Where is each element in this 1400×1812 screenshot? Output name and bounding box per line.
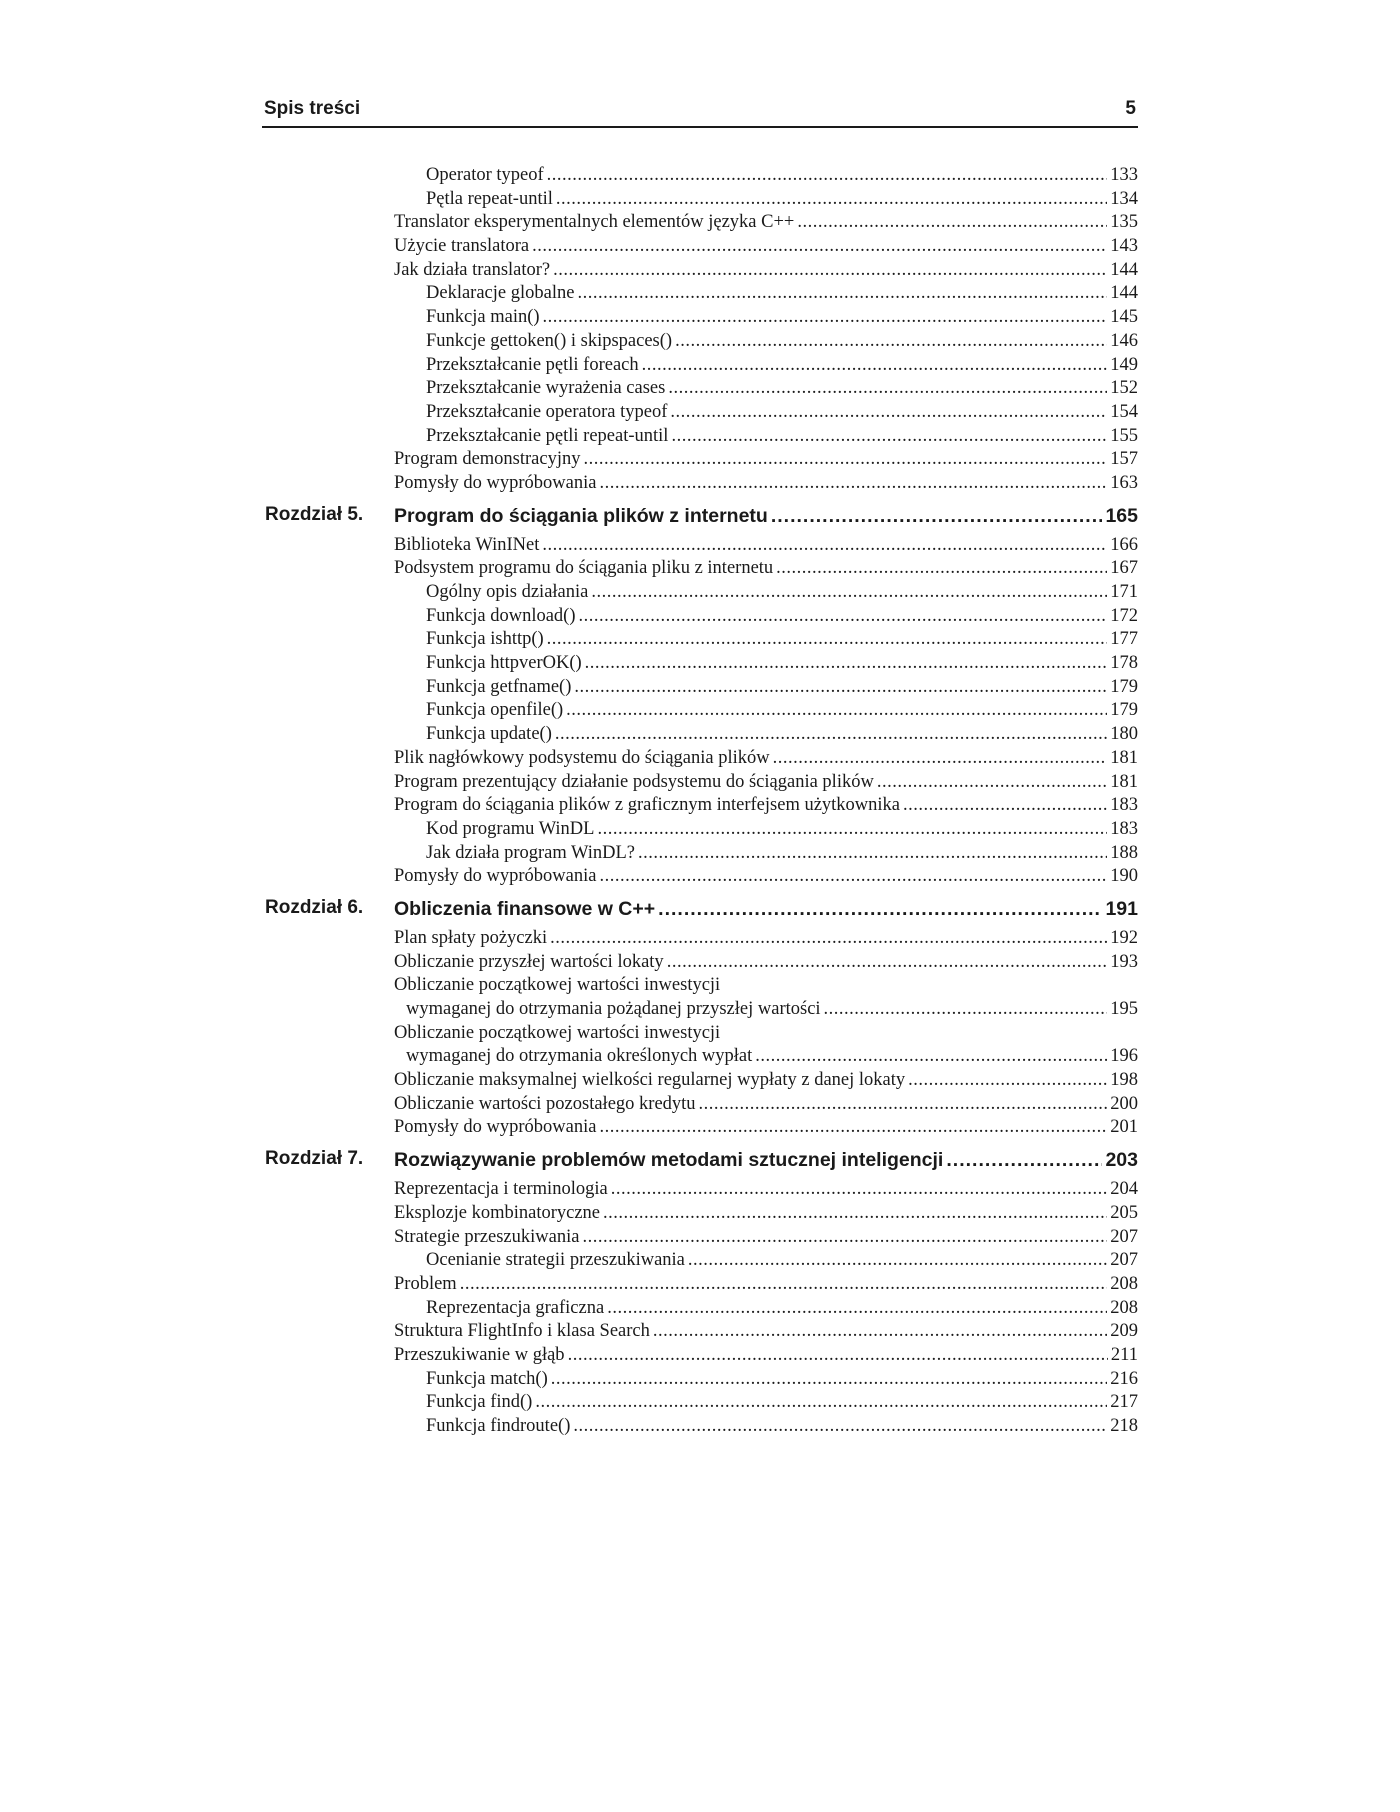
dot-leader <box>658 895 1102 923</box>
toc-entry <box>394 794 1138 818</box>
toc-entry <box>394 1116 1138 1140</box>
toc-entry-title: Biblioteka WinINet <box>394 534 540 555</box>
toc-entry <box>426 188 1138 212</box>
dot-leader <box>675 330 1107 354</box>
toc-page-number: 207 <box>1110 1226 1138 1247</box>
toc-entry <box>394 448 1138 472</box>
toc-entry-title: Ogólny opis działania <box>426 582 589 602</box>
toc-entry-title: Jak działa translator? <box>394 259 551 280</box>
toc-entry-title: Obliczanie maksymalnej wielkości regularnej wypłaty z danej lokaty <box>394 1070 906 1091</box>
toc-entry-title: Jak działa program WinDL? <box>426 842 636 863</box>
toc-entry-title-continued: wymaganej do otrzymania określonych wypłat <box>406 1046 753 1067</box>
toc-page-number: 195 <box>1110 999 1138 1019</box>
toc-entry <box>426 1391 1138 1415</box>
toc-page-number: 209 <box>1110 1321 1138 1342</box>
toc-entry-title: Funkcja getfname() <box>426 676 572 697</box>
toc-page-number: 167 <box>1110 558 1138 579</box>
toc-page-number: 183 <box>1110 795 1138 816</box>
chapter-label: Rozdział 6. <box>265 896 364 918</box>
toc-entry <box>426 306 1138 330</box>
toc-entry-title: Przekształcanie wyrażenia cases <box>426 378 666 399</box>
toc-entry-row <box>262 1178 1138 1202</box>
toc-entry-title: Obliczanie przyszłej wartości lokaty <box>394 951 664 972</box>
toc-entry-row <box>262 1273 1138 1297</box>
toc-page-number: 193 <box>1110 951 1138 972</box>
toc-entry-row <box>262 448 1138 472</box>
dot-leader <box>585 652 1108 676</box>
toc-entry <box>406 1045 1138 1069</box>
dot-leader <box>579 605 1108 629</box>
toc-entry-title: Podsystem programu do ściągania pliku z internetu <box>394 558 774 579</box>
toc-page-number: 201 <box>1110 1117 1138 1138</box>
toc-entry-row <box>262 723 1138 747</box>
toc-entry <box>426 354 1138 378</box>
toc-entry <box>394 1069 1138 1093</box>
toc-entry-row <box>262 534 1138 558</box>
toc-page-number: 135 <box>1110 212 1138 233</box>
toc-entry-row <box>262 425 1138 449</box>
toc-entry-title: Funkcja main() <box>426 307 540 328</box>
toc-entry-row <box>262 1297 1138 1321</box>
dot-leader <box>597 818 1107 842</box>
toc-entry-title: Przekształcanie pętli foreach <box>426 354 639 375</box>
toc-page-number: 145 <box>1110 307 1138 328</box>
dot-leader <box>551 1368 1108 1392</box>
toc-entry <box>394 534 1138 558</box>
toc-entry-row <box>262 1116 1138 1140</box>
chapter-title: Program do ściągania plików z internetu <box>394 504 768 527</box>
toc-entry-row <box>262 951 1138 975</box>
toc-entry-row <box>262 557 1138 581</box>
toc-page-number: 178 <box>1110 653 1138 674</box>
toc-page-number: 217 <box>1110 1392 1138 1413</box>
dot-leader <box>946 1146 1102 1174</box>
toc-page-number: 181 <box>1110 747 1138 768</box>
toc-entry-row <box>262 1069 1138 1093</box>
toc-entry-title: Przeszukiwanie w głąb <box>394 1344 565 1365</box>
toc-page-number: 218 <box>1110 1416 1138 1437</box>
toc-entry-title: Obliczanie początkowej wartości inwestycji <box>394 975 721 996</box>
toc-entry <box>426 652 1138 676</box>
dot-leader <box>556 188 1107 212</box>
toc-entry-title: Funkcja ishttp() <box>426 629 544 650</box>
toc-entry-row <box>262 164 1138 188</box>
toc-entry-row <box>262 1226 1138 1250</box>
toc-entry <box>394 1146 1138 1174</box>
dot-leader <box>603 1202 1107 1226</box>
toc-entry-row <box>262 771 1138 795</box>
toc-entry-row <box>262 472 1138 496</box>
toc-entry-row <box>262 306 1138 330</box>
toc-entry <box>426 676 1138 700</box>
toc-page-number: 154 <box>1110 401 1138 422</box>
dot-leader <box>599 865 1107 889</box>
dot-leader <box>607 1297 1107 1321</box>
toc-entry-title: Obliczanie wartości pozostałego kredytu <box>394 1093 696 1114</box>
toc-page-number: 203 <box>1105 1149 1138 1172</box>
table-of-contents <box>262 164 1138 1439</box>
toc-entry-title: Funkcja openfile() <box>426 700 564 721</box>
toc-entry-row <box>262 794 1138 818</box>
toc-page-number: 188 <box>1110 842 1138 863</box>
toc-page-number: 133 <box>1110 165 1138 185</box>
dot-leader <box>903 794 1107 818</box>
toc-entry-row <box>262 927 1138 951</box>
toc-entry-title: Kod programu WinDL <box>426 818 595 839</box>
toc-entry-title: Przekształcanie pętli repeat-until <box>426 425 669 446</box>
toc-entry <box>426 164 1138 188</box>
toc-page-number: 192 <box>1110 927 1138 948</box>
toc-entry-row <box>262 259 1138 283</box>
dot-leader <box>776 557 1107 581</box>
toc-page-number: 216 <box>1110 1368 1138 1389</box>
toc-entry-title: Pomysły do wypróbowania <box>394 472 597 493</box>
toc-entry-row <box>262 676 1138 700</box>
toc-entry <box>394 895 1138 923</box>
dot-leader <box>755 1045 1107 1069</box>
toc-entry-row <box>262 1368 1138 1392</box>
toc-page-number: 179 <box>1110 676 1138 697</box>
toc-entry-row <box>262 818 1138 842</box>
toc-entry <box>394 951 1138 975</box>
toc-entry-row <box>262 377 1138 401</box>
toc-entry-title: Plan spłaty pożyczki <box>394 927 548 948</box>
toc-entry <box>426 1297 1138 1321</box>
toc-entry-row <box>262 974 1138 1021</box>
toc-page-number: 149 <box>1110 354 1138 375</box>
dot-leader <box>532 235 1107 259</box>
dot-leader <box>670 401 1107 425</box>
toc-page-number: 208 <box>1110 1297 1138 1318</box>
toc-entry-row <box>262 1249 1138 1273</box>
toc-entry <box>394 771 1138 795</box>
toc-page-number: 191 <box>1105 897 1138 920</box>
toc-entry <box>394 259 1138 283</box>
toc-entry-row <box>262 747 1138 771</box>
toc-entry <box>426 605 1138 629</box>
dot-leader <box>668 377 1107 401</box>
running-title: Spis treści <box>264 98 361 119</box>
toc-page-number: 205 <box>1110 1202 1138 1223</box>
toc-page-number: 190 <box>1110 866 1138 887</box>
toc-entry <box>426 581 1138 605</box>
toc-entry-row <box>262 282 1138 306</box>
page-header <box>262 96 1138 128</box>
dot-leader <box>642 354 1108 378</box>
dot-leader <box>824 998 1108 1022</box>
toc-chapter-row <box>262 502 1138 530</box>
toc-entry-title: Reprezentacja i terminologia <box>394 1179 608 1200</box>
chapter-title: Obliczenia finansowe w C++ <box>394 897 656 920</box>
toc-entry <box>426 282 1138 306</box>
toc-entry-title: Operator typeof <box>426 165 544 185</box>
toc-page-number: 177 <box>1110 629 1138 650</box>
toc-entry-title: Przekształcanie operatora typeof <box>426 401 668 422</box>
toc-page-number: 211 <box>1110 1344 1138 1365</box>
toc-entry-title: Funkcja findroute() <box>426 1416 571 1437</box>
toc-entry <box>394 927 1138 951</box>
toc-entry-row <box>262 401 1138 425</box>
dot-leader <box>584 448 1108 472</box>
toc-entry-row <box>262 628 1138 652</box>
toc-entry-row <box>262 699 1138 723</box>
dot-leader <box>550 927 1107 951</box>
dot-leader <box>877 771 1107 795</box>
toc-page-number: 165 <box>1105 504 1138 527</box>
toc-entry <box>426 723 1138 747</box>
dot-leader <box>577 282 1107 306</box>
toc-entry-row <box>262 1320 1138 1344</box>
dot-leader <box>671 425 1107 449</box>
toc-page-number: 144 <box>1110 283 1138 304</box>
toc-chapter-row <box>262 895 1138 923</box>
toc-entry <box>426 1368 1138 1392</box>
page-number: 5 <box>1125 98 1136 119</box>
toc-entry <box>426 699 1138 723</box>
toc-entry <box>394 1226 1138 1250</box>
toc-entry <box>394 1320 1138 1344</box>
toc-entry-title: Program do ściągania plików z graficznym interfejsem użytkownika <box>394 795 901 816</box>
toc-page-number: 146 <box>1110 330 1138 351</box>
dot-leader <box>653 1320 1107 1344</box>
toc-entry <box>394 1178 1138 1202</box>
toc-page-number: 183 <box>1110 818 1138 839</box>
dot-leader <box>573 1415 1107 1439</box>
toc-page-number: 144 <box>1110 259 1138 280</box>
toc-entry-title: Problem <box>394 1273 457 1294</box>
toc-entry-row <box>262 652 1138 676</box>
chapter-label: Rozdział 7. <box>265 1148 364 1170</box>
dot-leader <box>547 164 1108 188</box>
toc-entry-row <box>262 1093 1138 1117</box>
toc-entry-title: Program prezentujący działanie podsystemu do ściągania plików <box>394 771 874 792</box>
toc-entry-title: Funkcja httpverOK() <box>426 653 582 674</box>
toc-entry-title: Pomysły do wypróbowania <box>394 1117 597 1138</box>
dot-leader <box>566 699 1107 723</box>
dot-leader <box>582 1226 1107 1250</box>
toc-entry-row <box>262 211 1138 235</box>
toc-entry <box>394 1202 1138 1226</box>
toc-entry-title: Ocenianie strategii przeszukiwania <box>426 1250 685 1271</box>
dot-leader <box>553 259 1107 283</box>
toc-entry-title: Funkcje gettoken() i skipspaces() <box>426 330 673 351</box>
toc-entry-title: Plik nagłówkowy podsystemu do ściągania plików <box>394 747 770 768</box>
toc-entry-row <box>262 330 1138 354</box>
dot-leader <box>611 1178 1108 1202</box>
toc-entry-title: Funkcja find() <box>426 1392 533 1413</box>
toc-entry <box>394 1093 1138 1117</box>
toc-entry-row <box>262 581 1138 605</box>
dot-leader <box>797 211 1107 235</box>
dot-leader <box>535 1391 1107 1415</box>
dot-leader <box>555 723 1107 747</box>
toc-entry <box>426 377 1138 401</box>
toc-page-number: 208 <box>1110 1273 1138 1294</box>
toc-entry-title: Funkcja download() <box>426 605 576 626</box>
dot-leader <box>547 628 1108 652</box>
toc-entry-title: Struktura FlightInfo i klasa Search <box>394 1321 650 1342</box>
toc-entry <box>426 1249 1138 1273</box>
toc-entry-row <box>262 235 1138 259</box>
toc-page-number: 200 <box>1110 1093 1138 1114</box>
toc-entry <box>394 472 1138 496</box>
toc-entry <box>394 557 1138 581</box>
toc-entry-row <box>262 188 1138 212</box>
toc-page-number: 179 <box>1110 700 1138 721</box>
toc-entry <box>426 818 1138 842</box>
toc-page-number: 166 <box>1110 534 1138 555</box>
toc-page-number: 143 <box>1110 236 1138 257</box>
toc-entry-title: Eksplozje kombinatoryczne <box>394 1202 601 1223</box>
dot-leader <box>688 1249 1107 1273</box>
toc-entry-title: Program demonstracyjny <box>394 449 581 470</box>
toc-entry <box>426 1415 1138 1439</box>
toc-entry <box>426 425 1138 449</box>
toc-entry-title: Obliczanie początkowej wartości inwestycji <box>394 1022 721 1043</box>
toc-page-number: 157 <box>1110 449 1138 470</box>
toc-entry-title: Użycie translatora <box>394 236 530 257</box>
dot-leader <box>460 1273 1108 1297</box>
toc-page-number: 155 <box>1110 425 1138 446</box>
chapter-label: Rozdział 5. <box>265 503 364 525</box>
dot-leader <box>568 1344 1108 1368</box>
toc-entry-title: Translator eksperymentalnych elementów języka C++ <box>394 212 795 233</box>
toc-page-number: 134 <box>1110 188 1138 209</box>
toc-entry <box>426 628 1138 652</box>
dot-leader <box>599 1116 1107 1140</box>
toc-page-number: 207 <box>1110 1250 1138 1271</box>
toc-entry-title: Reprezentacja graficzna <box>426 1297 605 1318</box>
toc-entry-title: Funkcja update() <box>426 724 552 745</box>
dot-leader <box>699 1093 1108 1117</box>
toc-entry-title: Deklaracje globalne <box>426 283 575 304</box>
chapter-title: Rozwiązywanie problemów metodami sztucznej inteligencji <box>394 1149 944 1172</box>
toc-page-number: 171 <box>1110 582 1138 602</box>
dot-leader <box>574 676 1107 700</box>
toc-page-number: 172 <box>1110 605 1138 626</box>
toc-entry <box>394 235 1138 259</box>
toc-page-number: 181 <box>1110 771 1138 792</box>
dot-leader <box>773 747 1108 771</box>
dot-leader <box>771 502 1103 530</box>
toc-chapter-row <box>262 1146 1138 1174</box>
toc-entry-row <box>262 605 1138 629</box>
dot-leader <box>638 842 1107 866</box>
toc-entry <box>426 401 1138 425</box>
toc-entry <box>394 211 1138 235</box>
toc-entry-row <box>262 1344 1138 1368</box>
dot-leader <box>542 534 1107 558</box>
toc-entry-title-continued: wymaganej do otrzymania pożądanej przyszłej wartości <box>406 999 821 1019</box>
toc-page-number: 163 <box>1110 472 1138 493</box>
toc-entry-row <box>262 354 1138 378</box>
toc-entry <box>394 1273 1138 1297</box>
dot-leader <box>543 306 1108 330</box>
toc-entry <box>394 747 1138 771</box>
toc-entry-row <box>262 865 1138 889</box>
toc-entry <box>394 1344 1138 1368</box>
toc-page-number: 198 <box>1110 1070 1138 1091</box>
toc-entry-row <box>262 1202 1138 1226</box>
toc-entry-row <box>262 1415 1138 1439</box>
toc-entry-title: Pomysły do wypróbowania <box>394 866 597 887</box>
toc-entry-row <box>262 1022 1138 1069</box>
toc-entry <box>406 998 1138 1022</box>
toc-entry-title: Strategie przeszukiwania <box>394 1226 580 1247</box>
toc-entry <box>394 865 1138 889</box>
toc-entry-row <box>262 842 1138 866</box>
toc-entry-title: Pętla repeat-until <box>426 188 553 209</box>
toc-page-number: 152 <box>1110 378 1138 399</box>
toc-entry <box>394 502 1138 530</box>
toc-page-number: 180 <box>1110 724 1138 745</box>
dot-leader <box>591 581 1107 605</box>
toc-entry <box>426 842 1138 866</box>
toc-page-number: 196 <box>1110 1046 1138 1067</box>
toc-entry-row <box>262 1391 1138 1415</box>
dot-leader <box>667 951 1108 975</box>
toc-page-number: 204 <box>1110 1179 1138 1200</box>
toc-entry <box>426 330 1138 354</box>
toc-entry-title: Funkcja match() <box>426 1368 548 1389</box>
dot-leader <box>599 472 1107 496</box>
dot-leader <box>908 1069 1107 1093</box>
